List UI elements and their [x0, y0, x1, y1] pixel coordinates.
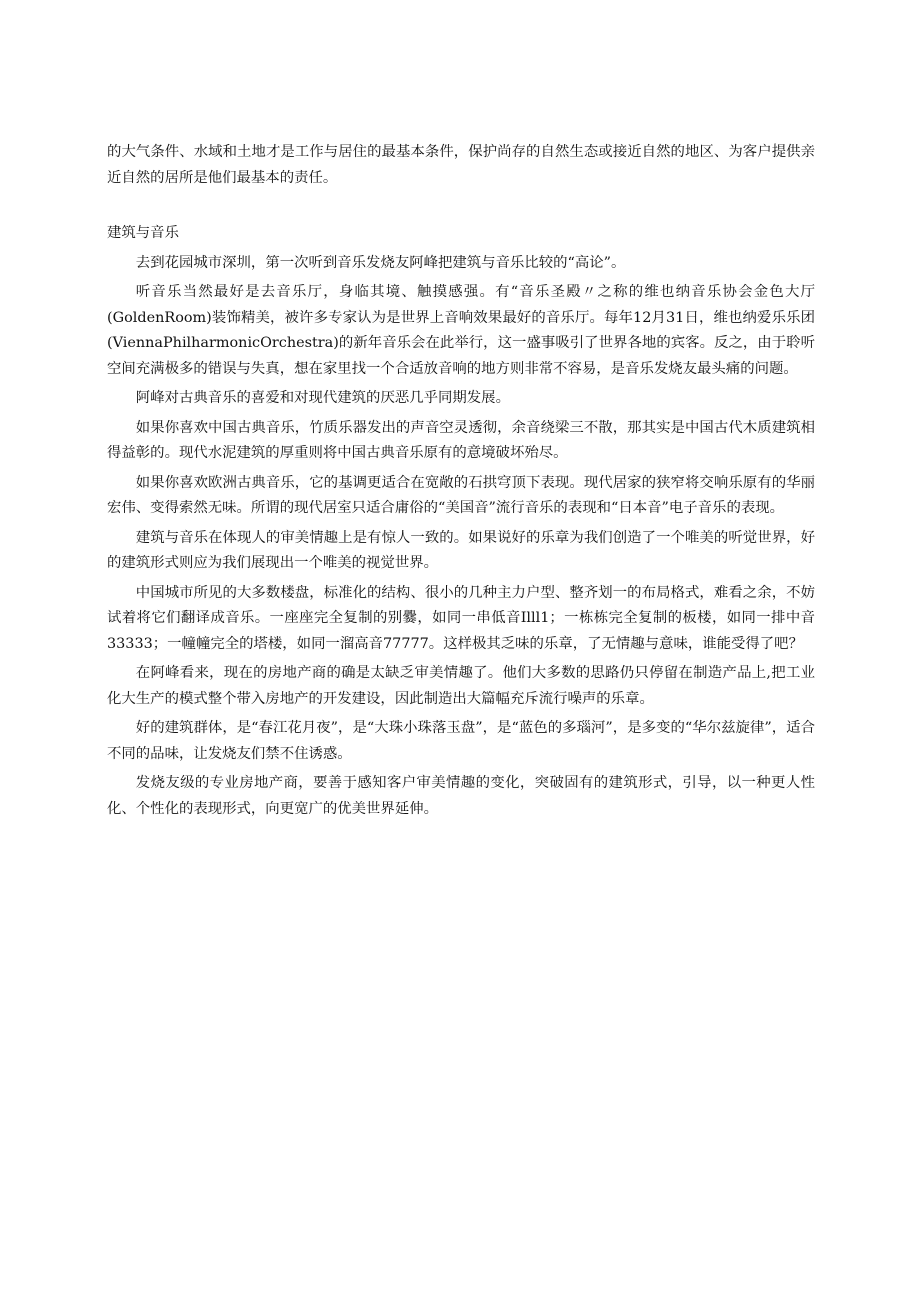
- document-body: [107, 140, 815, 826]
- paragraph: 在阿峰看来，现在的房地产商的确是太缺乏审美情趣了。他们大多数的思路仍只停留在制造产品上,把工业化大生产的模式整个带入房地产的开发建设，因此制造出大篇幅充斥流行噪声的乐章。: [107, 665, 815, 707]
- paragraph: 中国城市所见的大多数楼盘，标准化的结构、很小的几种主力户型、整齐划一的布局格式，难看之余，不妨试着将它们翻译成音乐。一座座完全复制的别爨，如同一串低音Illl1；一栋栋完全复制的板楼，如同一排中音33333；一幢幢完全的塔楼，如同一溜高音77777。这样极其乏味的乐章，了无情趣与意味，谁能受得了吧？: [107, 584, 815, 652]
- paragraph: 听音乐当然最好是去音乐厅，身临其境、触摸感强。有“音乐圣殿〃之称的维也纳音乐协会金色大厅(GoldenRoom)装饰精美，被许多专家认为是世界上音响效果最好的音乐厅。每年12月31日，维也纳爱乐乐团(ViennaPhilharmonicOrchestra)的新年音乐会在此举行，这一盛事吸引了世界各地的宾客。反之，由于聆听空间充满极多的错误与失真，想在家里找一个合适放音响的地方则非常不容易，是音乐发烧友最头痛的问题。: [107, 284, 815, 377]
- paragraph: 如果你喜欢欧洲古典音乐，它的基调更适合在宽敞的石拱穹顶下表现。现代居家的狭窄将交响乐原有的华丽宏伟、变得索然无味。所谓的现代居室只适合庸俗的“美国音”流行音乐的表现和“日本音”电子音乐的表现。: [107, 474, 815, 516]
- paragraph: 如果你喜欢中国古典音乐，竹质乐器发出的声音空灵透彻，余音绕梁三不散，那其实是中国古代木质建筑相得益彰的。现代水泥建筑的厚重则将中国古典音乐原有的意境破坏殆尽。: [107, 419, 815, 461]
- paragraph: 去到花园城市深圳，第一次听到音乐发烧友阿峰把建筑与音乐比较的“高论”。: [135, 254, 626, 271]
- section-title: 建筑与音乐: [107, 225, 179, 241]
- paragraph: 发烧友级的专业房地产商，要善于感知客户审美情趣的变化，突破固有的建筑形式，引导，以一种更人性化、个性化的表现形式，向更宽广的优美世界延伸。: [107, 775, 815, 817]
- paragraph: 好的建筑群体，是“春江花月夜”，是“大珠小珠落玉盘”，是“蓝色的多瑙河”，是多变的“华尔兹旋律”，适合不同的品味，让发烧友们禁不住诱惑。: [107, 720, 815, 762]
- intro-paragraph: 的大气条件、水域和土地才是工作与居住的最基本条件，保护尚存的自然生态或接近自然的地区、为客户提供亲近自然的居所是他们最基本的责任。: [107, 144, 815, 186]
- paragraph: 建筑与音乐在体现人的审美情趣上是有惊人一致的。如果说好的乐章为我们创造了一个唯美的听觉世界，好的建筑形式则应为我们展现出一个唯美的视觉世界。: [107, 529, 815, 571]
- paragraph: 阿峰对古典音乐的喜爱和对现代建筑的厌恶几乎同期发展。: [135, 390, 510, 406]
